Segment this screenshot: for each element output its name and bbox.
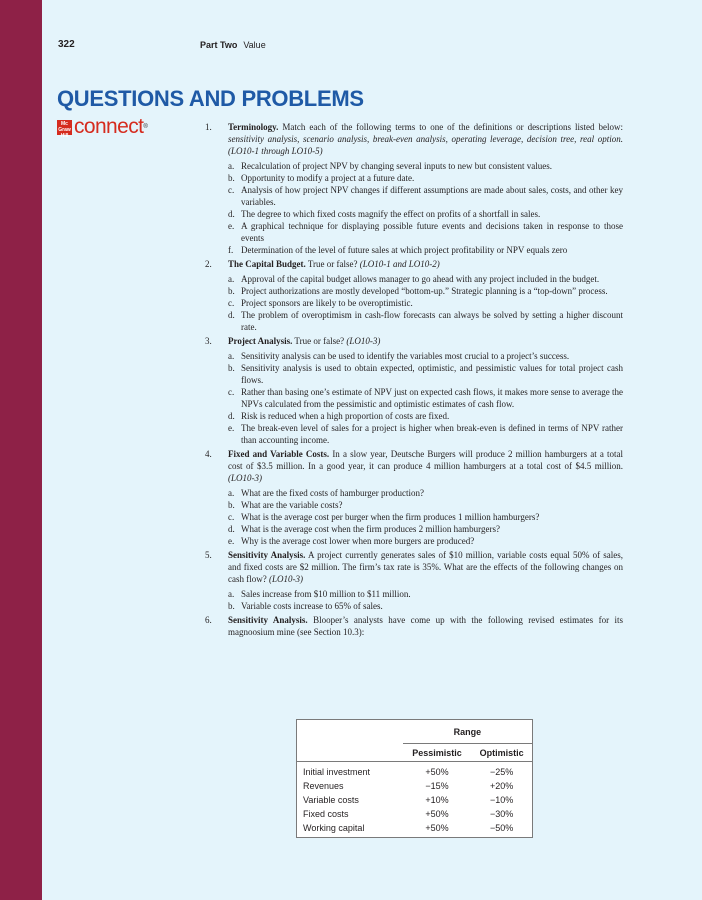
- sub-item: [228, 362, 623, 386]
- sub-item-label: c.: [228, 512, 235, 522]
- sub-item-label: e.: [228, 536, 235, 546]
- sub-item-label: b.: [228, 601, 235, 611]
- sub-items: [228, 487, 623, 547]
- sub-item-label: d.: [228, 411, 235, 421]
- sub-item-text: Project authorizations are mostly developed “bottom-up.” Strategic planning is a “top-down” process.: [241, 286, 608, 296]
- sub-item-text: Determination of the level of future sales at which project profitability or NPV equals zero: [241, 245, 568, 255]
- sub-item-label: b.: [228, 286, 235, 296]
- question-text: Blooper’s analysts have come up with the following revised estimates for its magnoosium mine (see Section 10.3):: [228, 615, 623, 637]
- pessimistic-value: +50%: [425, 767, 449, 777]
- sub-item-label: c.: [228, 298, 235, 308]
- row-label: Working capital: [303, 823, 365, 833]
- question-text: In a slow year, Deutsche Burgers will produce 2 million hamburgers at a total cost of $3.5 million. In a good year, it can produce 4 million hamburgers at a total cost of $4.5 million.: [228, 449, 623, 471]
- sub-item: [228, 523, 623, 535]
- question-3: [205, 335, 623, 446]
- row-label: Revenues: [303, 781, 344, 791]
- question-stem: [228, 448, 623, 484]
- sub-item-label: a.: [228, 589, 235, 599]
- page-number: 322: [58, 39, 75, 50]
- sub-item-text: What are the variable costs?: [241, 500, 343, 510]
- running-header: [200, 40, 266, 50]
- sub-item-text: Why is the average cost lower when more burgers are produced?: [241, 536, 475, 546]
- sub-item: [228, 297, 623, 309]
- question-stem: [228, 258, 623, 270]
- col-pessimistic: Pessimistic: [403, 744, 471, 762]
- sub-item: [228, 499, 623, 511]
- sub-item: [228, 208, 623, 220]
- question-2: [205, 258, 623, 333]
- connect-wordmark: connect®: [74, 115, 148, 138]
- sensitivity-table: [296, 719, 533, 838]
- sub-item-label: a.: [228, 351, 235, 361]
- learning-objective-ref: (LO10-3): [268, 574, 303, 584]
- sub-item-text: Risk is reduced when a high proportion of costs are fixed.: [241, 411, 450, 421]
- sub-item-text: Recalculation of project NPV by changing several inputs to new but consistent values.: [241, 161, 553, 171]
- pessimistic-value: +50%: [425, 823, 449, 833]
- question-6: [205, 614, 623, 638]
- question-text: True or false?: [294, 336, 347, 346]
- question-number: 2.: [205, 259, 212, 269]
- sub-item-label: e.: [228, 423, 235, 433]
- sub-items: [228, 588, 623, 612]
- sub-item-text: Project sponsors are likely to be overoptimistic.: [241, 298, 413, 308]
- sub-item-label: f.: [228, 245, 234, 255]
- sub-item: [228, 600, 623, 612]
- sub-item-text: Variable costs increase to 65% of sales.: [241, 601, 383, 611]
- sub-item-label: a.: [228, 488, 235, 498]
- question-stem: [228, 614, 623, 638]
- question-1: [205, 121, 623, 256]
- mcgraw-hill-logo: Mc Graw Hill: [58, 120, 71, 139]
- learning-objective-ref: (LO10-3): [346, 336, 381, 346]
- range-header: Range: [403, 720, 532, 744]
- optimistic-value: −30%: [489, 809, 514, 819]
- sub-item-text: Sales increase from $10 million to $11 million.: [241, 589, 411, 599]
- question-5: [205, 549, 623, 612]
- part-label: Part Two: [200, 40, 238, 50]
- row-label: Fixed costs: [303, 809, 349, 819]
- row-label: Initial investment: [303, 767, 371, 777]
- section-title: QUESTIONS AND PROBLEMS: [57, 86, 364, 111]
- sub-item-text: What are the fixed costs of hamburger production?: [241, 488, 425, 498]
- sub-item-label: a.: [228, 274, 235, 284]
- sub-item-text: A graphical technique for displaying possible future events and decisions taken in response to those events: [241, 221, 623, 243]
- book-spine-band: [0, 0, 42, 900]
- sub-items: [228, 350, 623, 446]
- sub-item: [228, 220, 623, 244]
- sub-item-label: b.: [228, 173, 235, 183]
- sub-item: [228, 184, 623, 208]
- sub-item: [228, 511, 623, 523]
- question-title: Sensitivity Analysis.: [228, 550, 306, 560]
- sub-item-text: Opportunity to modify a project at a future date.: [241, 173, 415, 183]
- pessimistic-value: +50%: [425, 809, 449, 819]
- sub-item: [228, 487, 623, 499]
- part-title: Value: [243, 40, 266, 50]
- sub-item-label: b.: [228, 363, 235, 373]
- pessimistic-value: +10%: [425, 795, 449, 805]
- sub-item: [228, 244, 623, 256]
- sub-item-text: Sensitivity analysis is used to obtain expected, optimistic, and pessimistic values for total project cash flows.: [241, 363, 623, 385]
- sub-item: [228, 410, 623, 422]
- sub-item: [228, 386, 623, 410]
- question-title: Fixed and Variable Costs.: [228, 449, 330, 459]
- sub-item-label: e.: [228, 221, 235, 231]
- row-label: Variable costs: [303, 795, 359, 805]
- question-title: Sensitivity Analysis.: [228, 615, 308, 625]
- sub-item: [228, 160, 623, 172]
- sub-item-label: c.: [228, 185, 235, 195]
- table-row: [297, 779, 532, 793]
- question-number: 1.: [205, 122, 212, 132]
- sub-items: [228, 160, 623, 256]
- sub-item-text: What is the average cost when the firm produces 2 million hamburgers?: [241, 524, 501, 534]
- sub-item: [228, 588, 623, 600]
- sub-item-label: d.: [228, 524, 235, 534]
- question-4: [205, 448, 623, 547]
- question-number: 4.: [205, 449, 212, 459]
- optimistic-value: −25%: [489, 767, 514, 777]
- sub-item-label: b.: [228, 500, 235, 510]
- optimistic-value: −50%: [489, 823, 514, 833]
- sub-item-label: d.: [228, 209, 235, 219]
- question-text: True or false?: [307, 259, 360, 269]
- sub-item: [228, 535, 623, 547]
- sub-item-label: d.: [228, 310, 235, 320]
- question-number: 3.: [205, 336, 212, 346]
- question-stem: [228, 335, 623, 347]
- sub-item-text: What is the average cost per burger when the firm produces 1 million hamburgers?: [241, 512, 540, 522]
- sub-item-text: Analysis of how project NPV changes if different assumptions are made about sales, costs, and other key variables.: [241, 185, 623, 207]
- question-title: The Capital Budget.: [228, 259, 306, 269]
- table-row: [297, 821, 532, 837]
- question-number: 5.: [205, 550, 212, 560]
- table-row: [297, 793, 532, 807]
- question-stem: [228, 121, 623, 157]
- table-row: [297, 762, 532, 780]
- optimistic-value: +20%: [489, 781, 514, 791]
- sub-item-text: Approval of the capital budget allows manager to go ahead with any project included in the budget.: [241, 274, 600, 284]
- sub-item-text: Rather than basing one’s estimate of NPV just on expected cash flows, it makes more sense to average the NPVs calculated from the pessimistic and optimistic estimates of cash flow.: [241, 387, 623, 409]
- question-title: Project Analysis.: [228, 336, 293, 346]
- sub-item: [228, 285, 623, 297]
- sub-items: [228, 273, 623, 333]
- sub-item: [228, 172, 623, 184]
- table-row: [297, 807, 532, 821]
- question-stem: [228, 549, 623, 585]
- question-text: A project currently generates sales of $10 million, variable costs equal 50% of sales, and fixed costs are $2 million. The firm’s tax rate is 35%. What are the effects of the following changes on cash flow?: [228, 550, 623, 584]
- learning-objective-ref: (LO10-3): [228, 473, 262, 483]
- sub-item: [228, 309, 623, 333]
- learning-objective-ref: (LO10-1 through LO10-5): [228, 146, 323, 156]
- sub-item: [228, 273, 623, 285]
- sub-item: [228, 350, 623, 362]
- question-text: Match each of the following terms to one of the definitions or descriptions listed below:: [282, 122, 624, 132]
- col-optimistic: Optimistic: [471, 744, 532, 762]
- pessimistic-value: −15%: [425, 781, 449, 791]
- sub-item-text: The break-even level of sales for a project is higher when break-even is defined in terms of NPV rather than accounting income.: [241, 423, 623, 445]
- sub-item: [228, 422, 623, 446]
- question-number: 6.: [205, 615, 212, 625]
- questions-list: [205, 121, 623, 640]
- optimistic-value: −10%: [489, 795, 514, 805]
- connect-logo: [57, 117, 147, 137]
- sub-item-label: a.: [228, 161, 235, 171]
- question-italic-terms: sensitivity analysis, scenario analysis, break-even analysis, operating leverage, decision tree, real option.: [228, 134, 623, 144]
- sub-item-text: The degree to which fixed costs magnify the effect on profits of a shortfall in sales.: [241, 209, 541, 219]
- sub-item-text: The problem of overoptimism in cash-flow forecasts can always be solved by setting a higher discount rate.: [241, 310, 623, 332]
- question-title: Terminology.: [228, 122, 279, 132]
- learning-objective-ref: (LO10-1 and LO10-2): [359, 259, 440, 269]
- sub-item-text: Sensitivity analysis can be used to identify the variables most crucial to a project’s success.: [241, 351, 570, 361]
- sub-item-label: c.: [228, 387, 235, 397]
